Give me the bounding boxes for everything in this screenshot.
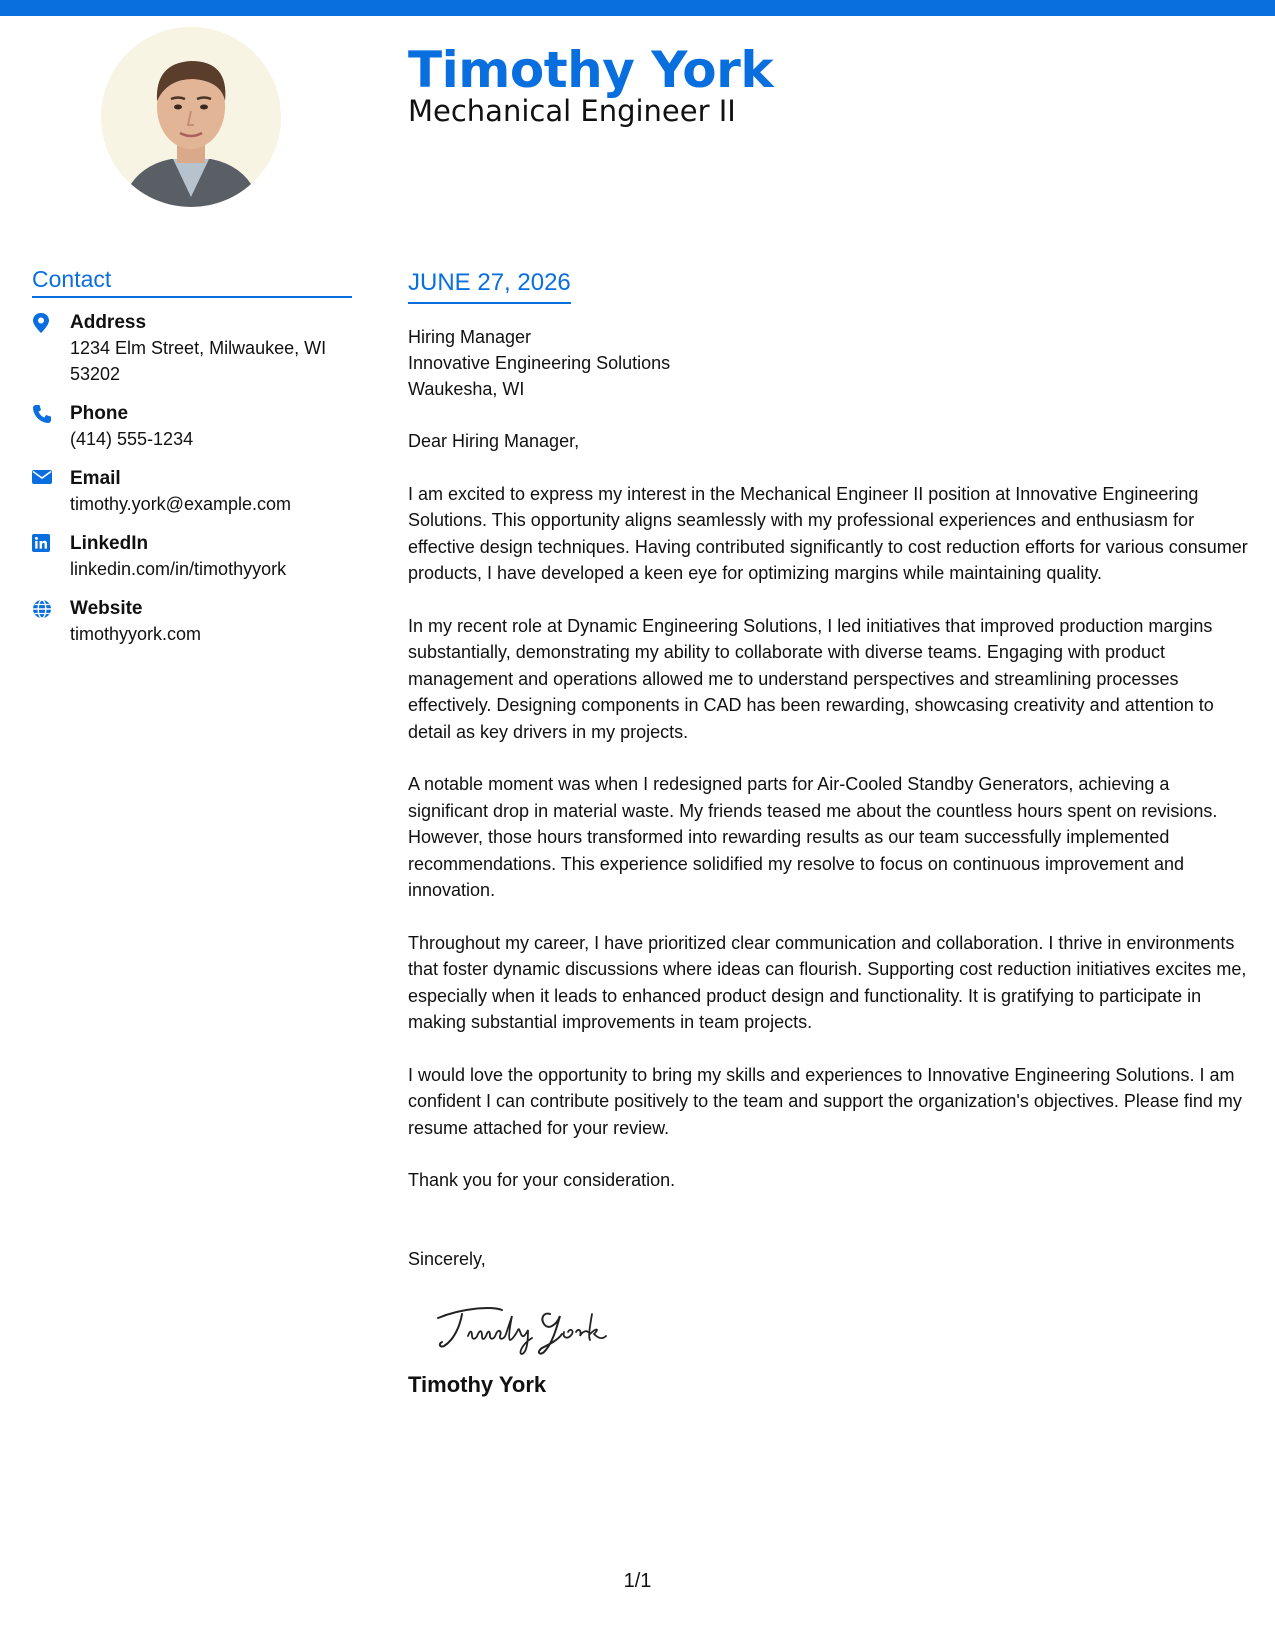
contact-item-address xyxy=(32,310,352,387)
envelope-icon xyxy=(32,466,70,485)
phone-icon xyxy=(32,401,70,424)
salutation: Dear Hiring Manager, xyxy=(408,431,580,451)
website-label: Website xyxy=(70,598,143,619)
cover-letter-body xyxy=(408,268,1253,1399)
closing-line: Thank you for your consideration. xyxy=(408,1170,676,1190)
recipient-line: Waukesha, WI xyxy=(408,379,525,399)
email-label: Email xyxy=(70,468,121,489)
handwritten-signature xyxy=(432,1296,652,1360)
linkedin-value[interactable]: linkedin.com/in/timothyyork xyxy=(70,559,287,579)
letter-date: JUNE 27, 2026 xyxy=(408,268,571,304)
phone-label: Phone xyxy=(70,403,129,424)
contact-heading: Contact xyxy=(32,266,352,298)
contact-item-phone xyxy=(32,401,352,452)
letter-paragraph: In my recent role at Dynamic Engineering Solutions, I led initiatives that improved production margins substantially, demonstrating my ability to collaborate with diverse teams. Engaging with product management and operations allowed me to understand perspectives and streamlining processes effectively. Designing components in CAD has been rewarding, showcasing creativity and attention to detail as key drivers in my projects. xyxy=(408,615,1214,742)
contact-sidebar xyxy=(32,266,352,661)
contact-item-website xyxy=(32,596,352,647)
sign-off: Sincerely, xyxy=(408,1248,486,1269)
letter-paragraph: I am excited to express my interest in the Mechanical Engineer II position at Innovative Engineering Solutions. This opportunity aligns seamlessly with my professional experiences and enthusiasm for effective design techniques. Having contributed significantly to cost reduction efforts for various consumer products, I have developed a keen eye for optimizing margins while maintaining quality. xyxy=(408,483,1248,583)
recipient-line: Innovative Engineering Solutions xyxy=(408,353,671,373)
address-line-1: 1234 Elm Street, Milwaukee, WI xyxy=(70,338,327,358)
phone-value[interactable]: (414) 555-1234 xyxy=(70,429,194,449)
recipient-line: Hiring Manager xyxy=(408,327,532,347)
contact-item-email xyxy=(32,466,352,517)
signer-name: Timothy York xyxy=(408,1372,547,1397)
letter-paragraph: I would love the opportunity to bring my skills and experiences to Innovative Engineering Solutions. I am confident I can contribute positively to the team and support the organization's objectives. Please find my resume attached for your review. xyxy=(408,1064,1242,1138)
recipient-block xyxy=(408,324,1253,402)
letter-paragraph: Throughout my career, I have prioritized clear communication and collaboration. I thrive in environments that foster dynamic discussions where ideas can flourish. Supporting cost reduction initiatives excites me, especially when it leads to enhanced product design and functionality. It is gratifying to participate in making substantial improvements in team projects. xyxy=(408,932,1247,1032)
globe-icon xyxy=(32,596,70,619)
header xyxy=(408,40,773,128)
letter-paragraph: A notable moment was when I redesigned parts for Air-Cooled Standby Generators, achieving a significant drop in material waste. My friends teased me about the countless hours spent on revisions. However, those hours transformed into rewarding results as our team successfully implemented recommendations. This experience solidified my resolve to focus on continuous improvement and innovation. xyxy=(408,774,1218,900)
website-value[interactable]: timothyyork.com xyxy=(70,624,202,644)
linkedin-icon xyxy=(32,531,70,552)
page-number: 1/1 xyxy=(623,1570,652,1592)
contact-item-linkedin xyxy=(32,531,352,582)
applicant-name: Timothy York xyxy=(408,41,774,99)
address-label: Address xyxy=(70,312,147,333)
top-accent-bar xyxy=(0,0,1275,16)
address-line-2: 53202 xyxy=(70,364,121,384)
map-pin-icon xyxy=(32,310,70,333)
email-value[interactable]: timothy.york@example.com xyxy=(70,494,292,514)
applicant-role: Mechanical Engineer II xyxy=(408,94,736,128)
linkedin-label: LinkedIn xyxy=(70,533,149,554)
profile-photo xyxy=(101,27,281,207)
